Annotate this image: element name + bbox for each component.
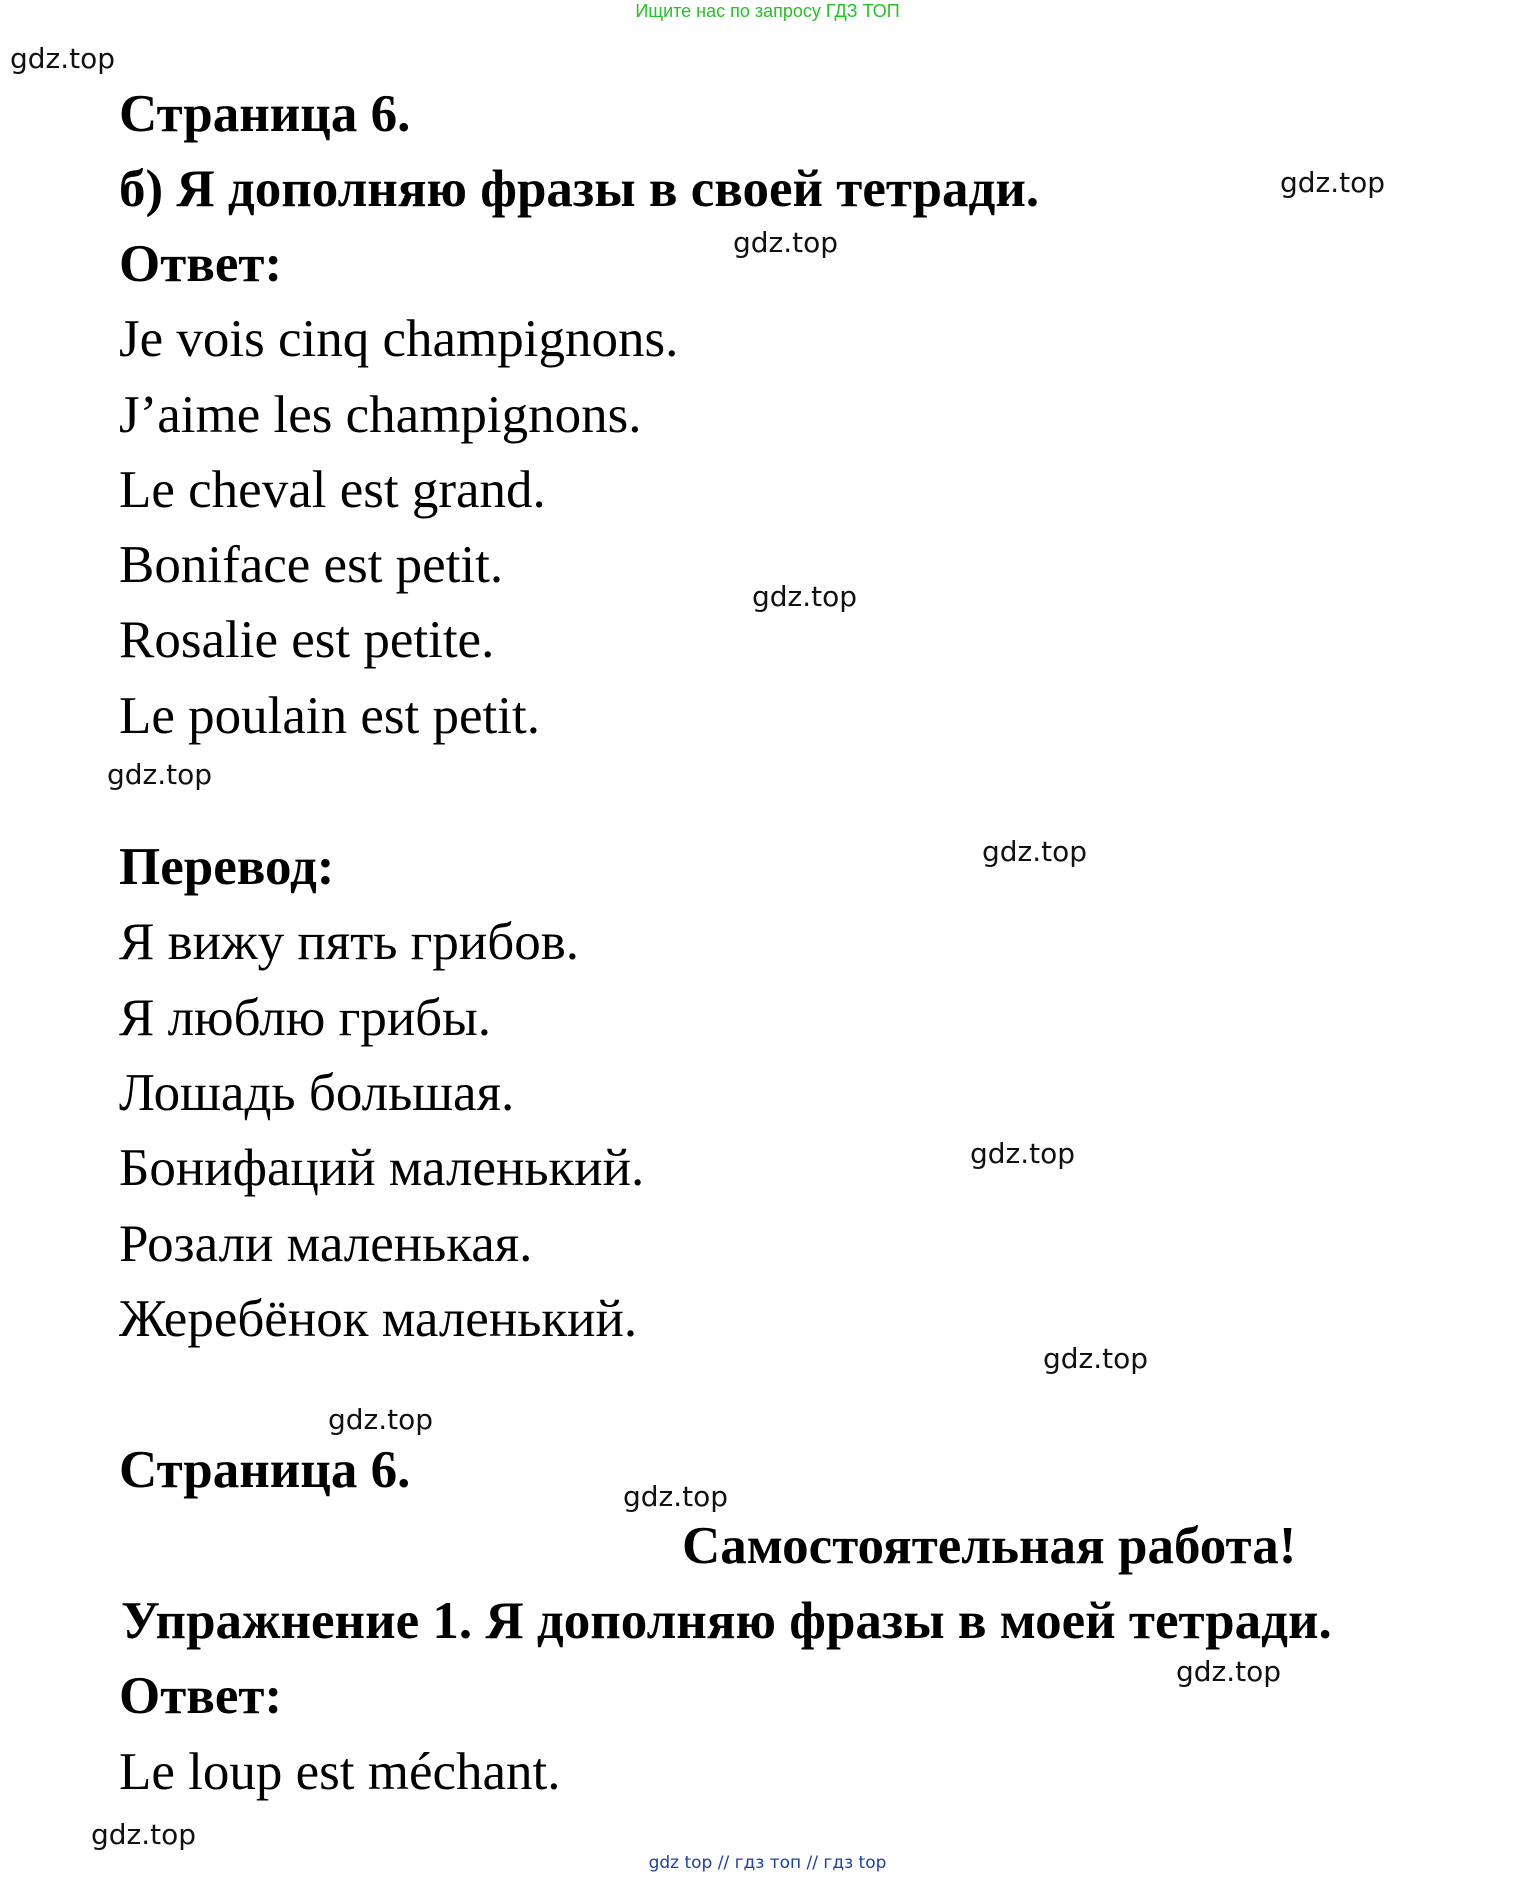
answer-line: Boniface est petit. — [119, 536, 504, 594]
answer-line: Le loup est méchant. — [119, 1743, 561, 1801]
exercise-heading: Упражнение 1. Я дополняю фразы в моей тетради. — [121, 1592, 1332, 1650]
translation-line: Я люблю грибы. — [119, 989, 492, 1047]
watermark: gdz.top — [733, 226, 839, 259]
watermark: gdz.top — [1280, 166, 1386, 199]
top-search-banner: Ищите нас по запросу ГДЗ ТОП — [635, 1, 900, 21]
page-title: Страница 6. — [119, 85, 411, 143]
translation-label: Перевод: — [119, 838, 335, 896]
translation-line: Жеребёнок маленький. — [119, 1290, 638, 1348]
subtitle: Самостоятельная работа! — [682, 1517, 1297, 1575]
watermark: gdz.top — [752, 580, 858, 613]
watermark: gdz.top — [623, 1480, 729, 1513]
answer-line: Le cheval est grand. — [119, 461, 546, 519]
answer-label: Ответ: — [119, 1667, 283, 1725]
translation-line: Лошадь большая. — [119, 1064, 515, 1122]
footer-watermark: gdz top // гдз топ // гдз top — [648, 1853, 887, 1873]
translation-line: Бонифаций маленький. — [119, 1139, 645, 1197]
answer-line: J’aime les champignons. — [119, 386, 642, 444]
answer-line: Rosalie est petite. — [119, 611, 495, 669]
watermark: gdz.top — [10, 42, 116, 75]
page-title: Страница 6. — [119, 1441, 411, 1499]
watermark: gdz.top — [91, 1818, 197, 1851]
watermark: gdz.top — [1176, 1655, 1282, 1688]
translation-line: Розали маленькая. — [119, 1215, 533, 1273]
watermark: gdz.top — [982, 835, 1088, 868]
watermark: gdz.top — [970, 1137, 1076, 1170]
watermark: gdz.top — [107, 758, 213, 791]
task-heading: б) Я дополняю фразы в своей тетради. — [119, 160, 1040, 218]
watermark: gdz.top — [328, 1403, 434, 1436]
answer-line: Je vois cinq champignons. — [119, 310, 679, 368]
answer-label: Ответ: — [119, 235, 283, 293]
watermark: gdz.top — [1043, 1342, 1149, 1375]
translation-line: Я вижу пять грибов. — [119, 913, 580, 971]
answer-line: Le poulain est petit. — [119, 687, 540, 745]
